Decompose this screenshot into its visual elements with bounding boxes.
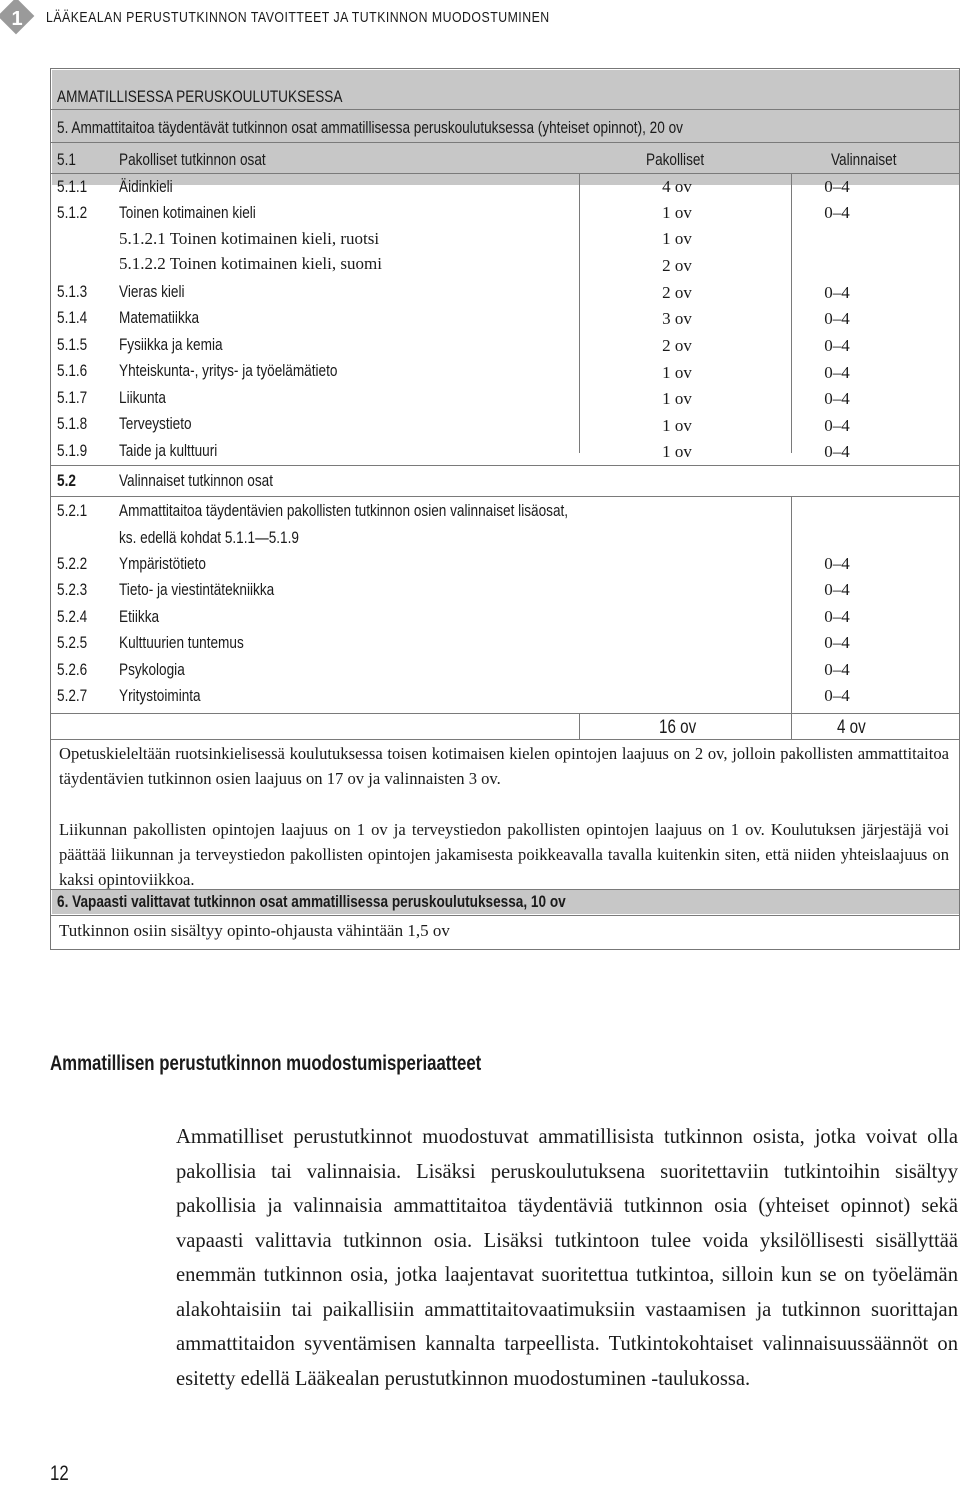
column-divider (791, 713, 792, 739)
divider (51, 173, 959, 174)
row-mandatory: 1 ov (662, 442, 692, 461)
row-optional: 0–4 (824, 363, 850, 382)
row-optional: 0–4 (824, 203, 850, 222)
row-label: Yritystoiminta (119, 686, 201, 705)
row-label: Yhteiskunta-, yritys- ja työelämätieto (119, 361, 338, 380)
row-mandatory: 3 ov (662, 309, 692, 328)
divider (51, 713, 959, 714)
row-code: 5.1.6 (57, 361, 88, 380)
divider (51, 109, 959, 110)
row-code: 5.1.4 (57, 308, 88, 327)
section-6-title: 6. Vapaasti valittavat tutkinnon osat ammatillisessa peruskoulutuksessa, 10 ov (57, 892, 566, 911)
section-heading: Ammatillisen perustutkinnon muodostumisperiaatteet (50, 1052, 482, 1075)
row-mandatory: 1 ov (662, 363, 692, 382)
row-optional: 0–4 (824, 660, 850, 679)
row-optional: 0–4 (824, 580, 850, 599)
sub-5-2-code: 5.2 (57, 471, 76, 490)
row-code: 5.2.3 (57, 580, 88, 599)
col-header-optional: Valinnaiset (831, 150, 897, 169)
column-divider (791, 497, 792, 713)
row-code: 5.1.5 (57, 335, 88, 354)
row-label: Fysiikka ja kemia (119, 335, 223, 354)
row-label: Äidinkieli (119, 177, 173, 196)
row-code: 5.2.6 (57, 660, 88, 679)
column-divider (579, 173, 580, 453)
page-number: 12 (50, 1462, 69, 1485)
row-label: 5.1.2.2 Toinen kotimainen kieli, suomi (119, 254, 382, 273)
table-title: AMMATILLISESSA PERUSKOULUTUKSESSA (57, 87, 343, 106)
row-label: Terveystieto (119, 414, 192, 433)
row-code: 5.1.8 (57, 414, 88, 433)
row-code: 5.1.1 (57, 177, 88, 196)
note-swedish-education: Opetuskieleltään ruotsinkielisessä koulutuksessa toisen kotimaisen kielen opintojen laajuus on 2 ov, jolloin pakollisten ammattitaitoa täydentävien tutkinnon osien laajuus on 17 ov ja valinnaisten 3 ov. (59, 744, 949, 788)
row-code: 5.1.9 (57, 441, 88, 460)
chapter-number: 1 (11, 8, 23, 30)
row-code: 5.1.3 (57, 282, 88, 301)
row-code: 5.2.2 (57, 554, 88, 573)
row-mandatory: 2 ov (662, 283, 692, 302)
header-title: LÄÄKEALAN PERUSTUTKINNON TAVOITTEET JA TUTKINNON MUODOSTUMINEN (46, 9, 550, 26)
row-label: Ympäristötieto (119, 554, 206, 573)
row-mandatory: 2 ov (662, 336, 692, 355)
row-label: Ammattitaitoa täydentävien pakollisten tutkinnon osien valinnaiset lisäosat, (119, 501, 569, 520)
row-code: 5.2.4 (57, 607, 88, 626)
column-divider (579, 713, 580, 739)
row-mandatory: 1 ov (662, 203, 692, 222)
curriculum-table (50, 68, 960, 950)
row-label: Toinen kotimainen kieli (119, 203, 256, 222)
row-optional: 0–4 (824, 442, 850, 461)
note-sport-health: Liikunnan pakollisten opintojen laajuus on 1 ov ja terveystiedon pakollisten opintojen laajuus on 1 ov. Koulutuksen järjestäjä voi päättää liikunnan ja terveystiedon pakollisten opintojen jakamisesta poikkeavalla tavalla kuitenkin siten, että niiden yhteislaajuus on kaksi opintoviikkoa. (59, 820, 949, 889)
page-header (0, 0, 960, 40)
row-optional: 0–4 (824, 416, 850, 435)
row-label: Kulttuurien tuntemus (119, 633, 244, 652)
row-optional: 0–4 (824, 309, 850, 328)
row-optional: 0–4 (824, 686, 850, 705)
section-body: Ammatilliset perustutkinnot muodostuvat ammatillisista tutkinnon osista, jotka voivat olla pakollisia tai valinnaisia. Lisäksi peruskoulutuksena suoritettaviin tutkintoihin sisältyy pakollisia ja valinnaisia ammattitaitoa täydentäviä tutkinnon osia (yhteiset opinnot) sekä vapaasti valittavia tutkinnon osia. Lisäksi tutkintoon tulee voida yksilöllisesti sisällyttää enemmän tutkinnon osia, jotka laajentavat suoritettua tutkintoa, silloin kun se on työelämän alakohtaisiin tai paikallisiin ammattitaitovaatimuksiin vastaamisen ja tutkinnon suorittajan ammattitaidon syventämisen kannalta tarpeellista. Tutkintokohtaiset valinnaisuussäännöt on esitetty edellä Lääkealan perustutkinnon muodostuminen -taulukossa. (176, 1126, 958, 1390)
divider (51, 496, 959, 497)
row-mandatory: 2 ov (662, 256, 692, 275)
row-label-cont: ks. edellä kohdat 5.1.1—5.1.9 (119, 528, 299, 547)
sub-5-2-label: Valinnaiset tutkinnon osat (119, 471, 273, 490)
row-code: 5.1.7 (57, 388, 88, 407)
row-label: Psykologia (119, 660, 185, 679)
row-mandatory: 4 ov (662, 177, 692, 196)
row-optional: 0–4 (824, 554, 850, 573)
sub-5-1-label: Pakolliset tutkinnon osat (119, 150, 266, 169)
section-5-title: 5. Ammattitaitoa täydentävät tutkinnon osat ammatillisessa peruskoulutuksessa (yhteiset opinnot), 20 ov (57, 118, 683, 137)
row-label: Etiikka (119, 607, 160, 626)
divider (51, 915, 959, 916)
row-label: Vieras kieli (119, 282, 185, 301)
row-optional: 0–4 (824, 607, 850, 626)
col-header-mandatory: Pakolliset (646, 150, 705, 169)
row-mandatory: 1 ov (662, 229, 692, 248)
total-mandatory: 16 ov (659, 717, 697, 738)
row-label: Tieto- ja viestintätekniikka (119, 580, 275, 599)
total-optional: 4 ov (837, 717, 866, 738)
row-optional: 0–4 (824, 177, 850, 196)
row-label: Liikunta (119, 388, 166, 407)
divider (51, 739, 959, 740)
column-divider (791, 173, 792, 453)
row-label: Matematiikka (119, 308, 200, 327)
row-optional: 0–4 (824, 389, 850, 408)
row-mandatory: 1 ov (662, 416, 692, 435)
row-optional: 0–4 (824, 336, 850, 355)
divider (51, 142, 959, 143)
row-code: 5.1.2 (57, 203, 88, 222)
note-guidance: Tutkinnon osiin sisältyy opinto-ohjausta vähintään 1,5 ov (59, 921, 450, 940)
row-label: 5.1.2.1 Toinen kotimainen kieli, ruotsi (119, 229, 380, 248)
sub-5-1-code: 5.1 (57, 150, 76, 169)
row-optional: 0–4 (824, 633, 850, 652)
row-label: Taide ja kulttuuri (119, 441, 218, 460)
row-optional: 0–4 (824, 283, 850, 302)
row-code: 5.2.5 (57, 633, 88, 652)
row-code: 5.2.1 (57, 501, 88, 520)
row-code: 5.2.7 (57, 686, 88, 705)
divider (51, 465, 959, 466)
row-mandatory: 1 ov (662, 389, 692, 408)
